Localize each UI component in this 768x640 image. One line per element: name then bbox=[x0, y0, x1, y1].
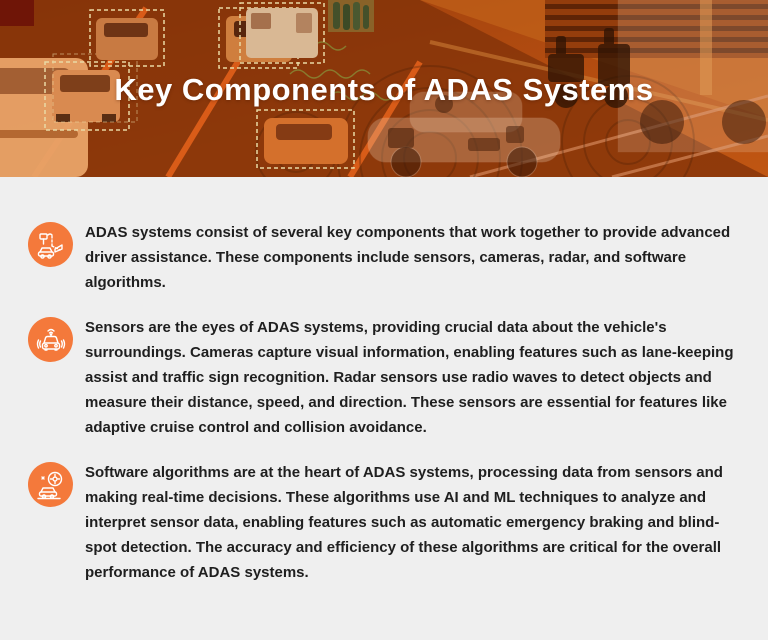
pedestrians bbox=[328, 0, 374, 32]
section-sensors bbox=[28, 317, 740, 440]
section-software-text: Software algorithms are at the heart of ADAS systems, processing data from sensors and making real-time decisions. These algorithms use AI and ML techniques to analyze and interpret sensor data, enabling features such as automatic emergency braking and blind-spot detection. The accuracy and efficiency of these algorithms are critical for the overall performance of ADAS systems. bbox=[85, 464, 723, 581]
section-software bbox=[28, 462, 740, 585]
page-title: Key Components of ADAS Systems bbox=[114, 72, 654, 107]
software-algorithms-icon bbox=[28, 462, 73, 507]
hero-banner bbox=[0, 0, 768, 177]
vehicle-sensors-icon bbox=[28, 317, 73, 362]
content-area bbox=[0, 177, 768, 585]
section-components-text: ADAS systems consist of several key components that work together to provide advanced driver assistance. These components include sensors, cameras, radar, and software algorithms. bbox=[85, 224, 731, 291]
section-components bbox=[28, 222, 740, 295]
dark-car-corner bbox=[0, 0, 34, 26]
adas-components-icon bbox=[28, 222, 73, 267]
section-sensors-text: Sensors are the eyes of ADAS systems, providing crucial data about the vehicle's surroundings. Cameras capture visual information, enabling features such as lane-keeping assist and traffic sign recognition. Radar sensors use radio waves to detect objects and measure their distance, speed, and direction. These sensors are essential for features like adaptive cruise control and collision avoidance. bbox=[85, 319, 734, 436]
